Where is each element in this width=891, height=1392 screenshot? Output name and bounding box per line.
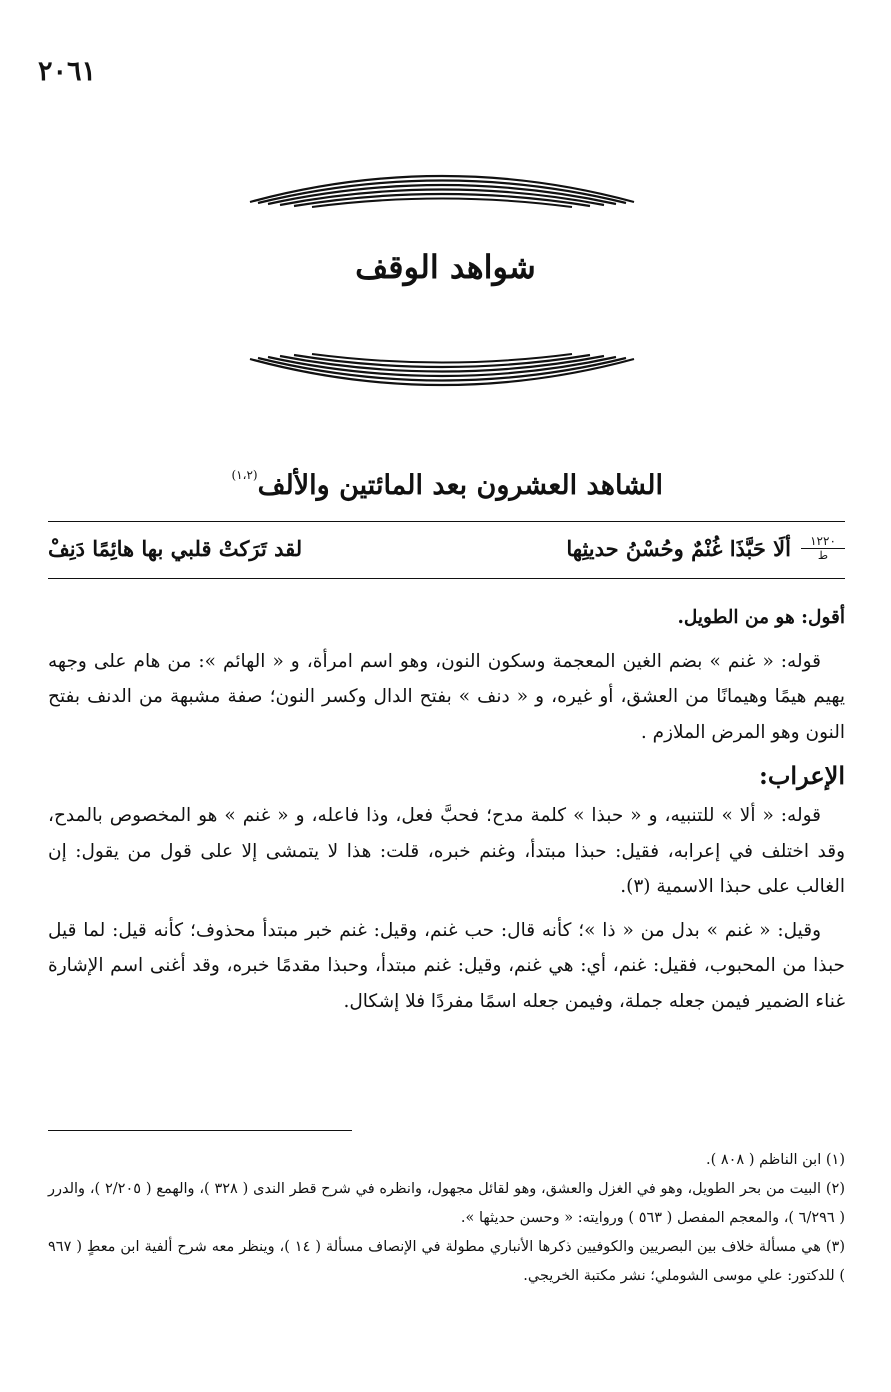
- top-ornament: [246, 156, 638, 216]
- shahid-title-footnote-ref: (١،٢): [231, 468, 258, 482]
- verse-line: [48, 528, 845, 576]
- verse-top-rule: [48, 521, 845, 522]
- page-number: ٢٠٦١: [38, 56, 97, 87]
- verse-bottom-rule: [48, 578, 845, 579]
- grammar-paragraph-1: قوله: « ألا » للتنبيه، و « حبذا » كلمة مدح؛ فحبَّ فعل، وذا فاعله، و « غنم » هو المخصوص بالمدح، وقد اختلف في إعرابه، فقيل: حبذا مبتدأ، وغنم خبره، قلت: هذا لا يتمشى إلا على قول من يقول: إن الغالب على حبذا الاسمية (٣).: [48, 805, 845, 897]
- grammar-heading: الإعراب:: [758, 761, 845, 790]
- grammar-paragraph-2: وقيل: « غنم » بدل من « ذا »؛ كأنه قال: حب غنم، وقيل: غنم خبر مبتدأ محذوف؛ كأنه قيل: لما قيل حبذا من المحبوب، فقيل: غنم، أي: هي غنم، وقيل: غنم مبتدأ، وحبذا مقدمًا خبره، وقد أغنى اسم الإشارة غناء الضمير فيمن جعله جملة، وفيمن جعله اسمًا مفردًا فلا إشكال.: [48, 919, 845, 1012]
- vocabulary-paragraph: قوله: « غنم » بضم الغين المعجمة وسكون النون، وهو اسم امرأة، و « الهائم »: من هام على وجهه يهيم هيمًا وهيمانًا من العشق، أو غيره، و « دنف » بفتح الدال وكسر النون؛ صفة مشبهة من الدنف بفتح النون وهو المرض الملازم .: [48, 650, 845, 743]
- footnote-separator: [48, 1130, 352, 1131]
- footnote-2: (٢) البيت من بحر الطويل، وهو في الغزل والعشق، وهو لقائل مجهول، وانظره في شرح قطر الندى ( ٣٢٨ )، والهمع ( ٢/٢٠٥ )، والدرر ( ٦/٢٩٦ )، والمعجم المفصل ( ٥٦٣ ) وروايته: « وحسن حديثها ».: [48, 1181, 845, 1226]
- section-title: شواهد الوقف: [355, 248, 536, 286]
- bottom-ornament: [246, 345, 638, 405]
- meter-statement: أقول: هو من الطويل.: [677, 607, 845, 628]
- verse-number: [801, 534, 845, 563]
- footnote-3: (٣) هي مسألة خلاف بين البصريين والكوفيين ذكرها الأنباري مطولة في الإنصاف مسألة ( ١٤ )، وينظر معه شرح ألفية ابن معطٍ ( ٩٦٧ ) للدكتور: علي موسى الشوملي؛ نشر مكتبة الخريجي.: [48, 1239, 845, 1284]
- footnotes: [48, 1146, 845, 1291]
- footnote-1: (١) ابن الناظم ( ٨٠٨ ).: [705, 1152, 845, 1168]
- verse-meter-marker: ط: [801, 548, 845, 563]
- shahid-title: [231, 470, 663, 501]
- shahid-title-text: الشاهد العشرون بعد المائتين والألف: [257, 470, 663, 501]
- commentary-body: [48, 600, 845, 1027]
- verse-first-hemistich: ألَا حَبَّذَا غُنْمٌ وحُسْنُ حديثِها: [566, 536, 791, 561]
- verse-second-hemistich: لقد تَرَكتْ قلبي بها هائِمًا دَنِفْ: [48, 536, 303, 561]
- verse-number-value: ١٢٢٠: [810, 534, 836, 548]
